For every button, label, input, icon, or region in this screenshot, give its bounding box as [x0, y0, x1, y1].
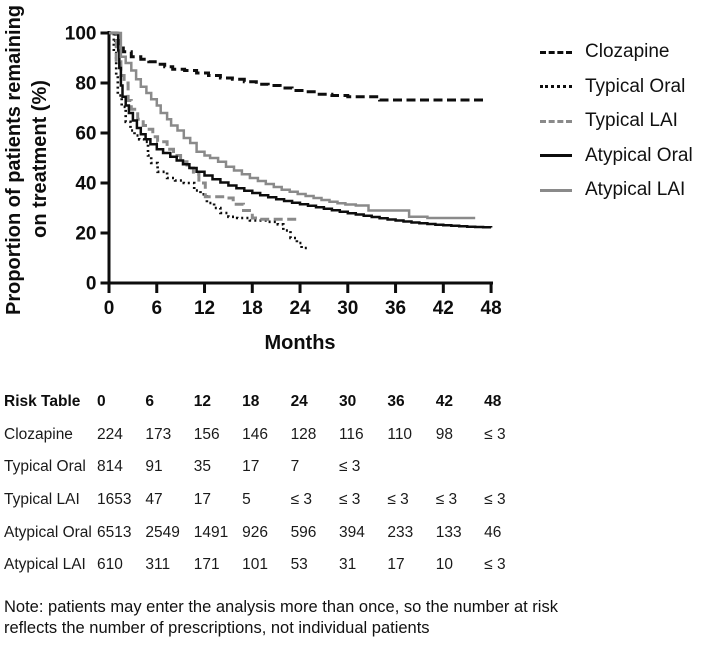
legend-item-clozapine [540, 35, 693, 70]
series-line-clozapine [109, 33, 485, 100]
risk-cell: 133 [435, 523, 462, 541]
risk-cell: 53 [290, 556, 308, 574]
y-tick-label: 80 [75, 73, 97, 95]
risk-col-header: 24 [290, 393, 308, 411]
legend-item-atypical-lai [540, 173, 693, 208]
legend-label-typical-oral: Typical Oral [585, 75, 686, 97]
risk-cell: 101 [242, 556, 269, 574]
risk-cell: ≤ 3 [338, 458, 361, 476]
risk-row-label: Typical Oral [4, 458, 86, 476]
risk-cell: 224 [97, 425, 123, 443]
series-line-atypical-oral [109, 33, 491, 228]
risk-cell: ≤ 3 [290, 491, 312, 509]
risk-col-header: 6 [145, 393, 155, 411]
risk-col-header: 48 [484, 393, 502, 411]
risk-cell: 10 [435, 556, 453, 574]
risk-cell: 35 [193, 458, 212, 476]
risk-cell: 17 [387, 556, 405, 574]
risk-cell: ≤ 3 [338, 491, 361, 509]
x-tick-label: 0 [103, 298, 115, 319]
x-tick-label: 48 [480, 298, 502, 319]
curves-layer [109, 33, 491, 250]
atypical-oral-line-swatch [540, 154, 572, 157]
x-tick-label: 42 [432, 298, 454, 319]
risk-cell: 110 [387, 425, 413, 443]
risk-col-header: 36 [387, 393, 405, 411]
legend-item-atypical-oral [540, 139, 693, 174]
risk-col-header: 30 [338, 393, 357, 411]
risk-cell: 1491 [193, 523, 229, 541]
y-tick-label: 60 [75, 123, 97, 145]
risk-cell: 17 [242, 458, 260, 476]
legend-item-typical-oral [540, 70, 693, 105]
y-axis-title-line2: on treatment (%) [29, 80, 51, 238]
risk-cell: 128 [290, 425, 317, 443]
risk-cell: ≤ 3 [484, 556, 506, 574]
risk-cell: 5 [242, 491, 251, 509]
risk-cell: 91 [145, 458, 163, 476]
risk-row-label: Clozapine [4, 425, 73, 443]
legend-label-atypical-oral: Atypical Oral [585, 144, 693, 166]
risk-cell: 596 [290, 523, 317, 541]
risk-row-label: Typical LAI [4, 491, 80, 509]
risk-cell: 311 [145, 556, 171, 574]
x-tick-label: 12 [193, 298, 216, 319]
survival-chart [0, 0, 530, 362]
risk-cell: 98 [435, 425, 453, 443]
x-tick-label: 24 [289, 298, 311, 319]
risk-cell: 31 [338, 556, 357, 574]
risk-cell: 173 [145, 425, 172, 443]
risk-cell: 233 [387, 523, 414, 541]
risk-cell: 17 [193, 491, 212, 509]
clozapine-line-swatch [540, 51, 572, 54]
risk-cell: 46 [484, 523, 502, 541]
risk-cell: 2549 [145, 523, 180, 541]
risk-col-header: 18 [242, 393, 260, 411]
series-line-atypical-lai [109, 33, 475, 218]
risk-row-label: Atypical LAI [4, 556, 86, 574]
risk-cell: ≤ 3 [484, 425, 506, 443]
risk-cell: 7 [290, 458, 300, 476]
risk-cell: 610 [97, 556, 123, 574]
risk-cell: 156 [193, 425, 220, 443]
legend-label-atypical-lai: Atypical LAI [585, 179, 686, 201]
risk-table [4, 386, 533, 582]
risk-cell: 171 [193, 556, 220, 574]
y-tick-label: 0 [85, 273, 97, 295]
risk-cell: 116 [338, 425, 364, 443]
risk-table-title: Risk Table [4, 393, 81, 411]
risk-col-header: 42 [435, 393, 453, 411]
risk-col-header: 12 [193, 393, 212, 411]
typical-oral-line-swatch [540, 85, 572, 88]
x-axis-title: Months [264, 332, 336, 354]
legend-label-typical-lai: Typical LAI [585, 110, 678, 132]
risk-row-label: Atypical Oral [4, 523, 92, 541]
atypical-lai-line-swatch [540, 189, 572, 192]
risk-cell: 926 [242, 523, 269, 541]
legend [540, 35, 693, 208]
y-axis-title-line1: Proportion of patients remaining [3, 4, 25, 316]
x-tick-label: 36 [384, 298, 407, 319]
x-tick-label: 6 [151, 298, 163, 319]
risk-cell: 47 [145, 491, 163, 509]
risk-cell: ≤ 3 [435, 491, 458, 509]
risk-cell: 1653 [97, 491, 132, 509]
x-tick-label: 18 [241, 298, 263, 319]
y-tick-label: 40 [75, 173, 97, 195]
risk-cell: 814 [97, 458, 123, 476]
risk-cell: ≤ 3 [387, 491, 409, 509]
series-line-typical-oral [109, 33, 308, 250]
risk-cell: 6513 [97, 523, 132, 541]
legend-label-clozapine: Clozapine [585, 41, 670, 63]
y-tick-label: 100 [64, 23, 97, 45]
typical-lai-line-swatch [540, 120, 572, 123]
legend-item-typical-lai [540, 104, 693, 139]
risk-cell: ≤ 3 [484, 491, 506, 509]
y-tick-label: 20 [75, 223, 97, 245]
risk-cell: 146 [242, 425, 269, 443]
footnote: Note: patients may enter the analysis more than once, so the number at risk reflects the number of prescriptions, not individual patients [4, 598, 558, 637]
x-tick-label: 30 [337, 298, 359, 319]
risk-cell: 394 [338, 523, 365, 541]
risk-col-header: 0 [97, 393, 106, 411]
